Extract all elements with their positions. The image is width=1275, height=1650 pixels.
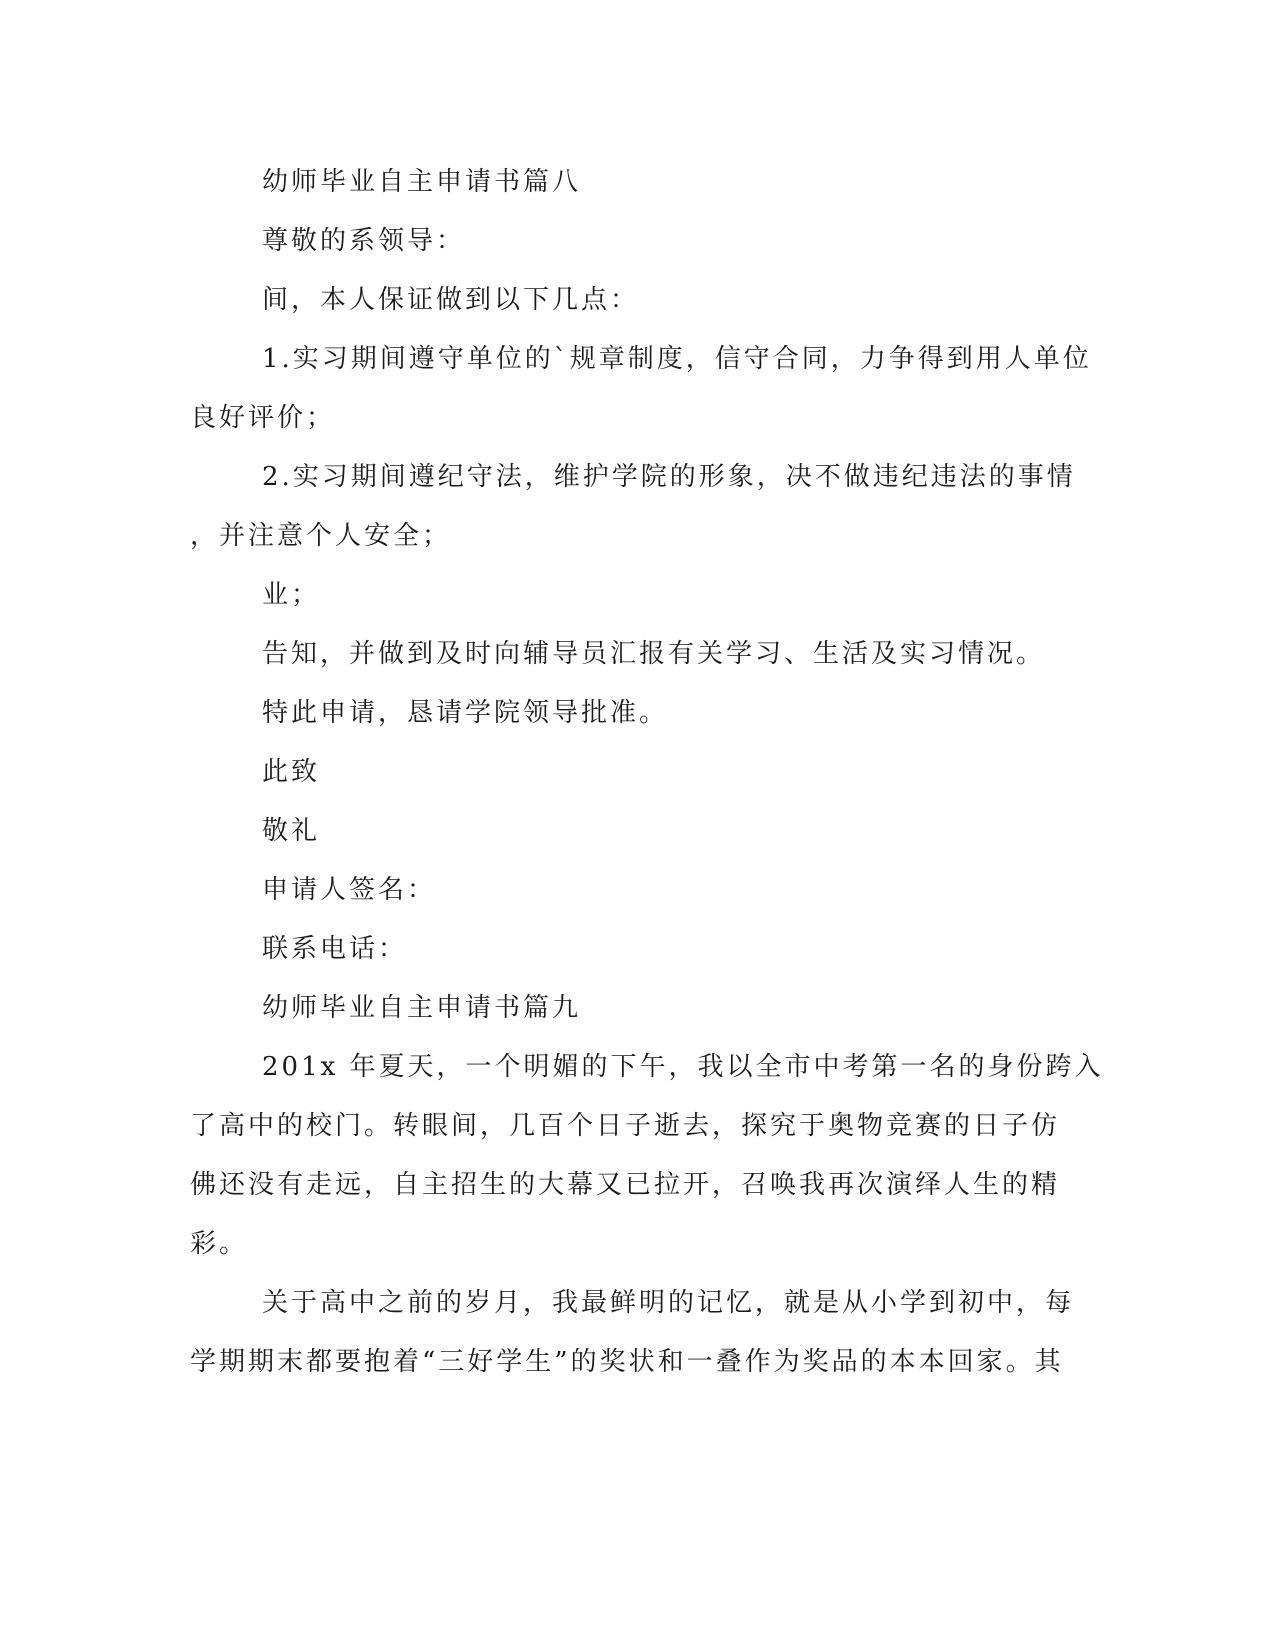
signature-label: 申请人签名：: [262, 875, 437, 905]
paragraph-line: 间，本人保证做到以下几点：: [262, 285, 640, 315]
paragraph-line: 彩。: [190, 1229, 249, 1259]
paragraph-line: 1.实习期间遵守单位的`规章制度，信守合同，力争得到用人单位: [262, 344, 1092, 374]
paragraph-line: 学期期末都要抱着“三好学生”的奖状和一叠作为奖品的本本回家。其: [190, 1347, 1064, 1377]
paragraph-line: 2.实习期间遵纪守法，维护学院的形象，决不做违纪违法的事情: [262, 462, 1076, 492]
phone-label: 联系电话：: [262, 934, 408, 964]
paragraph-line: 告知，并做到及时向辅导员汇报有关学习、生活及实习情况。: [262, 639, 1046, 669]
paragraph-line: ，并注意个人安全；: [190, 521, 452, 551]
paragraph-line: 佛还没有走远，自主招生的大幕又已拉开，召唤我再次演绎人生的精: [190, 1170, 1061, 1200]
closing-line: 敬礼: [262, 816, 321, 846]
paragraph-line: 了高中的校门。转眼间，几百个日子逝去，探究于奥物竞赛的日子仿: [190, 1111, 1061, 1141]
paragraph-line: 良好评价；: [190, 403, 336, 433]
section-heading-9: 幼师毕业自主申请书篇九: [262, 993, 582, 1023]
section-heading-8: 幼师毕业自主申请书篇八: [262, 167, 582, 197]
paragraph-line: 关于高中之前的岁月，我最鲜明的记忆，就是从小学到初中，每: [262, 1288, 1075, 1318]
salutation: 尊敬的系领导：: [262, 226, 466, 256]
closing-line: 此致: [262, 757, 321, 787]
paragraph-line: 特此申请，恳请学院领导批准。: [262, 698, 669, 728]
paragraph-line: 201x 年夏天，一个明媚的下午，我以全市中考第一名的身份跨入: [262, 1052, 1104, 1082]
paragraph-line: 业；: [262, 580, 321, 610]
